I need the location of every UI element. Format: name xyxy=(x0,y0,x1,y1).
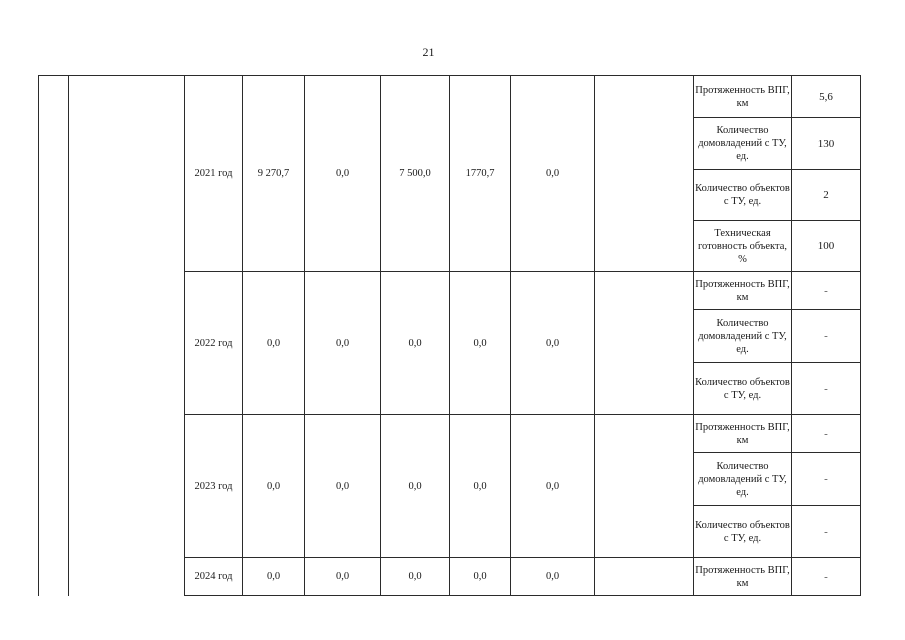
value-cell: 0,0 xyxy=(511,415,595,558)
indicator-value: - xyxy=(792,506,861,558)
value-cell: 0,0 xyxy=(381,415,450,558)
value-cell: 0,0 xyxy=(450,415,511,558)
value-cell: 0,0 xyxy=(450,272,511,415)
value-cell: 0,0 xyxy=(450,558,511,596)
value-cell: 0,0 xyxy=(381,272,450,415)
value-cell: 0,0 xyxy=(305,76,381,272)
indicator-value: - xyxy=(792,453,861,506)
year-cell: 2023 год xyxy=(185,415,243,558)
indicator-label: Количество домовладений с ТУ, ед. xyxy=(694,453,792,506)
value-cell: 0,0 xyxy=(305,415,381,558)
indicator-value: 100 xyxy=(792,221,861,272)
blank-cell-name xyxy=(69,76,185,596)
value-cell: 0,0 xyxy=(511,76,595,272)
table-row xyxy=(39,76,861,118)
value-cell: 0,0 xyxy=(511,558,595,596)
blank-cell xyxy=(595,76,694,272)
value-cell: 0,0 xyxy=(305,272,381,415)
value-cell: 0,0 xyxy=(381,558,450,596)
blank-cell xyxy=(595,272,694,415)
page-number: 21 xyxy=(422,45,435,59)
value-cell: 1770,7 xyxy=(450,76,511,272)
indicator-label: Техническая готовность объекта, % xyxy=(694,221,792,272)
indicator-value: - xyxy=(792,363,861,415)
blank-cell xyxy=(595,415,694,558)
indicator-label: Количество домовладений с ТУ, ед. xyxy=(694,118,792,170)
value-cell: 0,0 xyxy=(243,558,305,596)
indicator-label: Протяженность ВПГ, км xyxy=(694,558,792,596)
value-cell: 0,0 xyxy=(305,558,381,596)
indicator-value: - xyxy=(792,415,861,453)
indicator-label: Протяженность ВПГ, км xyxy=(694,415,792,453)
indicator-label: Протяженность ВПГ, км xyxy=(694,272,792,310)
indicator-label: Протяженность ВПГ, км xyxy=(694,76,792,118)
blank-cell xyxy=(595,558,694,596)
indicator-label: Количество домовладений с ТУ, ед. xyxy=(694,310,792,363)
indicator-label: Количество объектов с ТУ, ед. xyxy=(694,506,792,558)
indicator-value: - xyxy=(792,310,861,363)
program-table xyxy=(38,75,861,596)
indicator-value: 130 xyxy=(792,118,861,170)
value-cell: 0,0 xyxy=(511,272,595,415)
indicator-label: Количество объектов с ТУ, ед. xyxy=(694,170,792,221)
indicator-label: Количество объектов с ТУ, ед. xyxy=(694,363,792,415)
indicator-value: 2 xyxy=(792,170,861,221)
indicator-value: 5,6 xyxy=(792,76,861,118)
indicator-value: - xyxy=(792,558,861,596)
value-cell: 7 500,0 xyxy=(381,76,450,272)
value-cell: 9 270,7 xyxy=(243,76,305,272)
blank-cell-number xyxy=(39,76,69,596)
indicator-value: - xyxy=(792,272,861,310)
year-cell: 2021 год xyxy=(185,76,243,272)
year-cell: 2024 год xyxy=(185,558,243,596)
year-cell: 2022 год xyxy=(185,272,243,415)
value-cell: 0,0 xyxy=(243,272,305,415)
value-cell: 0,0 xyxy=(243,415,305,558)
